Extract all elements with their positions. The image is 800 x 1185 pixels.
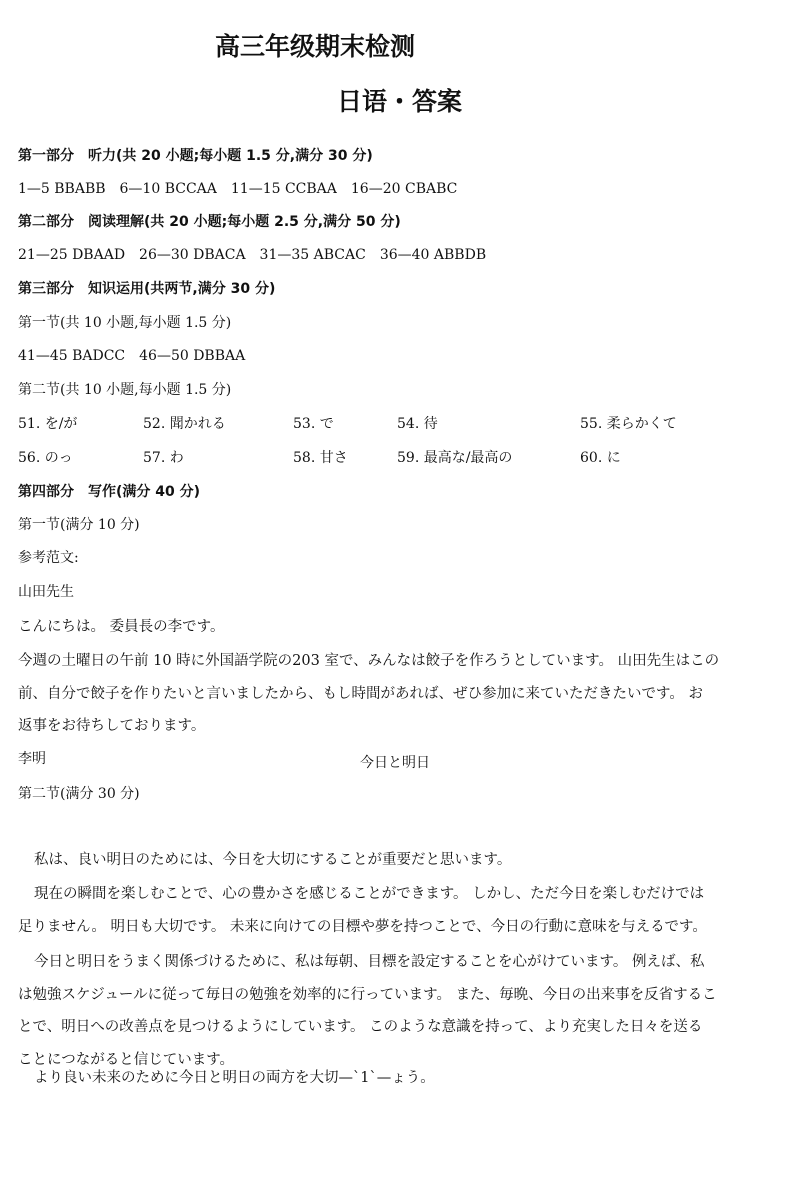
page-title: 高三年级期末检测 [215, 32, 416, 61]
part1-heading: 第一部分 听力(共 20 小题;每小题 1.5 分,满分 30 分) [18, 148, 373, 164]
sample-label: 参考范文: [18, 550, 79, 566]
letter-line: 前、自分で餃子を作りたいと言いましたから、もし時間があれば、ぜひ参加に来ていただきたいです。 お [18, 686, 703, 702]
fill-answer: 59. 最高な/最高の [397, 450, 513, 466]
fill-answer: 60. に [580, 450, 621, 466]
letter-line: 返事をお待ちしております。 [18, 718, 206, 734]
part4-section1-heading: 第一节(满分 10 分) [18, 517, 140, 533]
part4-heading: 第四部分 写作(满分 40 分) [18, 484, 201, 500]
letter-salutation: 山田先生 [18, 584, 74, 600]
fill-answer: 56. のっ [18, 450, 73, 466]
page-subtitle: 日语・答案 [337, 87, 463, 116]
essay-line: とで、明日への改善点を見つけるようにしています。 このような意識を持って、より充実した日々を送る [18, 1019, 703, 1035]
part2-answers: 21—25 DBAAD 26—30 DBACA 31—35 ABCAC 36—40 ABBDB [18, 247, 487, 263]
essay-line: 今日と明日をうまく関係づけるために、私は毎朝、目標を設定することを心がけています。 例えば、私 [34, 954, 705, 970]
fill-answer: 58. 甘さ [293, 450, 348, 466]
essay-line: ことにつながると信じています。 [18, 1052, 235, 1068]
fill-answer: 53. で [293, 416, 334, 432]
fill-answer: 54. 待 [397, 416, 438, 432]
part3-section1-heading: 第一节(共 10 小题,每小题 1.5 分) [18, 315, 232, 331]
letter-signature: 李明 [18, 751, 46, 767]
part3-heading: 第三部分 知识运用(共两节,满分 30 分) [18, 281, 276, 297]
letter-line: 今週の土曜日の午前 10 時に外国語学院の203 室で、みんなは餃子を作ろうとしています。 山田先生はこの [18, 653, 720, 669]
part2-heading: 第二部分 阅读理解(共 20 小题;每小题 2.5 分,满分 50 分) [18, 214, 401, 230]
essay-line: 足りません。 明日も大切です。 未来に向けての目標や夢を持つことで、今日の行動に意味を与えるです。 [18, 919, 707, 935]
essay-title: 今日と明日 [360, 755, 430, 771]
fill-answer: 51. を/が [18, 416, 78, 432]
fill-answer: 55. 柔らかくて [580, 416, 677, 432]
essay-line: 現在の瞬間を楽しむことで、心の豊かさを感じることができます。 しかし、ただ今日を楽しむだけでは [34, 886, 705, 902]
part1-answers: 1—5 BBABB 6—10 BCCAA 11—15 CCBAA 16—20 CBABC [18, 181, 458, 197]
letter-greeting: こんにちは。 委員長の李です。 [18, 619, 225, 635]
part4-section2-heading: 第二节(满分 30 分) [18, 786, 140, 802]
fill-answer: 57. わ [143, 450, 184, 466]
part3-section1-answers: 41—45 BADCC 46—50 DBBAA [18, 348, 246, 364]
essay-line: は勉強スケジュールに従って毎日の勉強を効率的に行っています。 また、毎晩、今日の出来事を反省するこ [18, 987, 717, 1003]
fill-answer: 52. 聞かれる [143, 416, 226, 432]
essay-line: より良い未来のために今日と明日の両方を大切—`1`—ょう。 [34, 1070, 435, 1086]
part3-section2-heading: 第二节(共 10 小题,每小题 1.5 分) [18, 382, 232, 398]
essay-line: 私は、良い明日のためには、今日を大切にすることが重要だと思います。 [34, 852, 512, 868]
